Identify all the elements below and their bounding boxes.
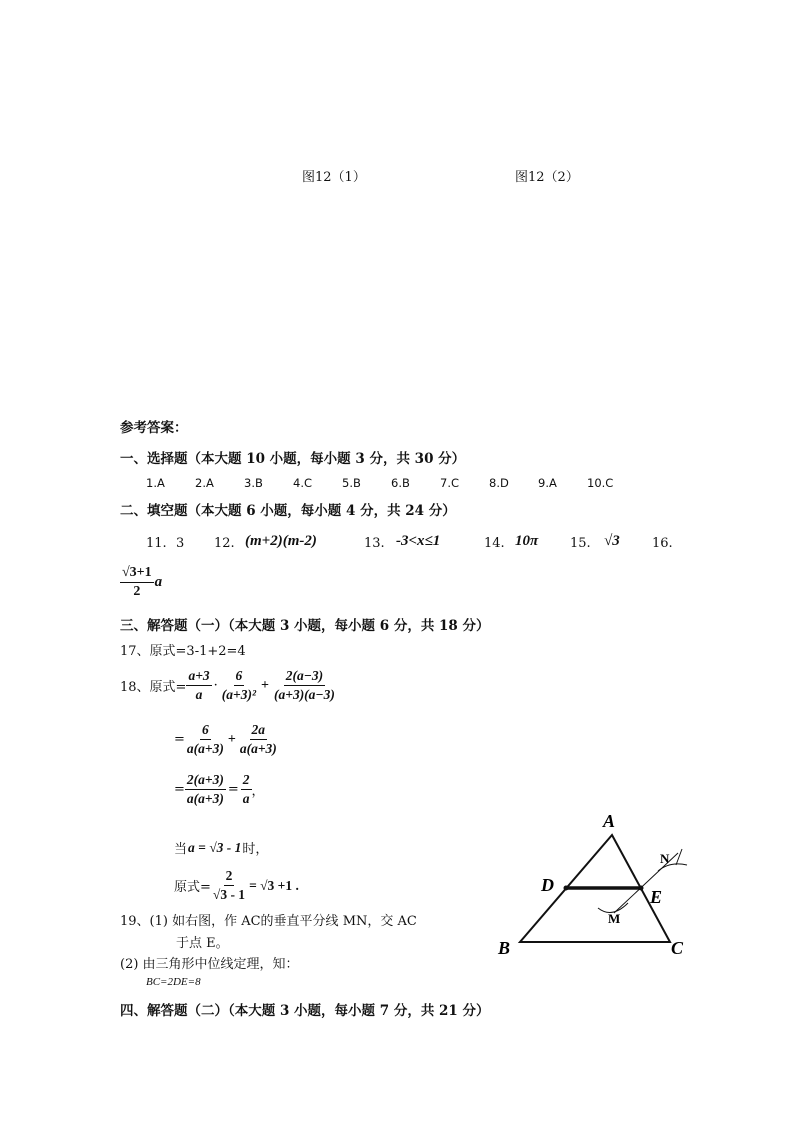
- q16-answer: [120, 565, 162, 600]
- tick-n: [676, 849, 682, 865]
- q12-number: 12.: [214, 536, 235, 551]
- q19-line4: BC=2DE=8: [146, 976, 201, 988]
- section1-heading: 一、选择题（本大题 10 小题，每小题 3 分，共 30 分）: [120, 451, 466, 467]
- q18-s2-f2-num: 2a: [250, 722, 268, 740]
- q18-s3-f2-num: 2: [241, 772, 252, 790]
- q18-s3-f1-den: a(a+3): [186, 791, 224, 806]
- label-c: C: [671, 938, 684, 958]
- label-n: N: [660, 851, 670, 866]
- q13-answer: -3<x≤1: [396, 533, 441, 549]
- section1-answers: [146, 476, 627, 490]
- q18-s1-f3-num: 2(a−3): [284, 668, 325, 686]
- q18-when-suffix: 时，: [242, 842, 269, 857]
- q18-result: [174, 868, 299, 903]
- answer-7: 7.C: [440, 476, 460, 490]
- answer-4: 4.C: [293, 476, 313, 490]
- q11-number: 11.: [146, 536, 167, 551]
- q18-result-num: 2: [224, 868, 235, 886]
- q18-s1-op1: ·: [213, 678, 218, 693]
- answer-2: 2.A: [195, 476, 214, 490]
- q14-answer: 10π: [515, 533, 539, 549]
- answers-title: 参考答案：: [120, 420, 188, 436]
- q18-s3-f2-den: a: [242, 791, 250, 806]
- q18-s1-f3-den: (a+3)(a−3): [274, 687, 335, 702]
- q19-line3: (2) 由三角形中位线定理，知：: [120, 957, 299, 972]
- q18-when-line: [174, 838, 268, 857]
- label-d: D: [541, 875, 554, 895]
- q18-step3: [174, 772, 265, 807]
- figure-caption-12-2: 图12（2）: [515, 170, 579, 185]
- q16-denominator: 2: [133, 584, 141, 599]
- q16-number: 16.: [652, 536, 673, 551]
- answer-5: 5.B: [342, 476, 361, 490]
- q18-s3-eq2: =: [227, 782, 239, 797]
- q18-s2-f1-den: a(a+3): [186, 741, 224, 756]
- q18-s2-f1-num: 6: [200, 722, 211, 740]
- q18-prefix: 18、原式=: [120, 680, 187, 695]
- q18-s1-f1-den: a: [195, 687, 203, 702]
- answer-6: 6.B: [391, 476, 410, 490]
- figure-caption-12-1: 图12（1）: [302, 170, 366, 185]
- answer-9: 9.A: [538, 476, 557, 490]
- q17-solution: 17、原式=3-1+2=4: [120, 644, 246, 659]
- answer-1: 1.A: [146, 476, 165, 490]
- q14-number: 14.: [484, 536, 505, 551]
- q12-answer: (m+2)(m-2): [245, 533, 317, 549]
- q18-s2-op: +: [227, 731, 236, 747]
- q18-result-prefix: 原式=: [174, 880, 211, 895]
- q18-s3-eq: =: [174, 782, 185, 797]
- q16-variable: a: [154, 574, 163, 590]
- answer-8: 8.D: [489, 476, 509, 490]
- q18-s3-tail: ，: [251, 784, 265, 799]
- triangle-figure: [490, 805, 700, 965]
- q18-s1-f2-num: 6: [234, 668, 245, 686]
- q15-number: 15.: [570, 536, 591, 551]
- q13-number: 13.: [364, 536, 385, 551]
- q18-s2-f2-den: a(a+3): [239, 741, 277, 756]
- q19-line1: 19、(1) 如右图，作 AC的垂直平分线 MN，交 AC: [120, 914, 417, 929]
- q19-line2: 于点 E。: [176, 936, 229, 951]
- section2-heading: 二、填空题（本大题 6 小题，每小题 4 分，共 24 分）: [120, 503, 456, 519]
- q18-s1-f1-num: a+3: [186, 668, 211, 686]
- q16-numerator: √3+1: [120, 565, 154, 583]
- label-e: E: [650, 887, 663, 907]
- q18-s2-eq: =: [174, 732, 185, 747]
- q11-answer: 3: [176, 536, 185, 551]
- section3-heading: 三、解答题（一）（本大题 3 小题，每小题 6 分，共 18 分）: [120, 618, 490, 634]
- q18-result-tail: = √3 +1 .: [249, 877, 299, 893]
- q15-answer: √3: [604, 533, 620, 549]
- q18-s3-f1-num: 2(a+3): [185, 772, 226, 790]
- answer-3: 3.B: [244, 476, 263, 490]
- label-b: B: [498, 938, 511, 958]
- q18-step2: [174, 722, 279, 757]
- section4-heading: 四、解答题（二）（本大题 3 小题，每小题 7 分，共 21 分）: [120, 1003, 490, 1019]
- label-a: A: [603, 811, 616, 831]
- label-m: M: [608, 911, 621, 926]
- q18-s1-f2-den: (a+3)²: [221, 687, 257, 702]
- point-d: [564, 886, 569, 891]
- q18-s1-op2: +: [261, 677, 269, 693]
- q18-when-expr: a = √3 - 1: [188, 839, 242, 855]
- q18-step1: [120, 668, 337, 703]
- q18-when-prefix: 当: [174, 842, 188, 857]
- answer-10: 10.C: [587, 476, 614, 490]
- q18-result-den: √3 - 1: [212, 887, 246, 902]
